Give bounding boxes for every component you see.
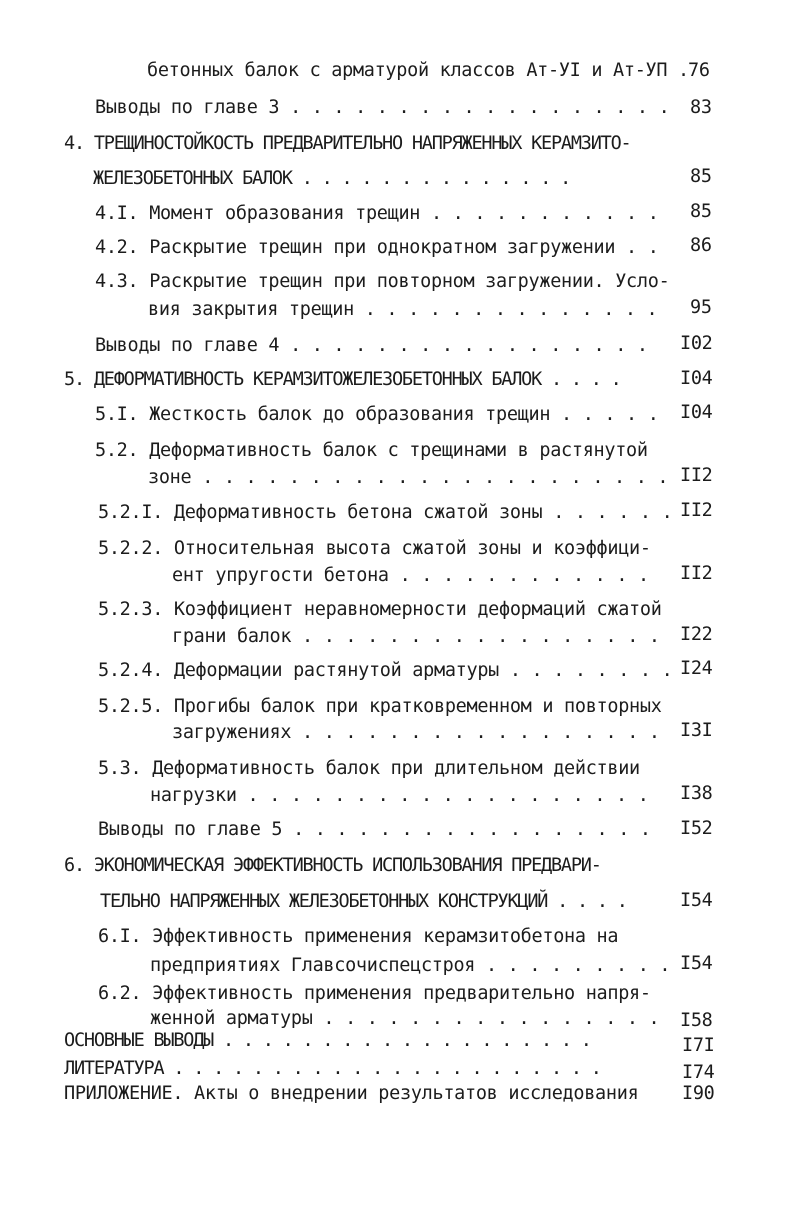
toc-page-number: I74 (682, 1062, 715, 1083)
toc-line: ОСНОВНЫЕ ВЫВОДЫ . . . . . . . . . . . . . . . . . . . (64, 1030, 591, 1051)
toc-line: 4.3. Раскрытие трещин при повторном загружении. Усло- (95, 271, 670, 292)
toc-line: зоне . . . . . . . . . . . . . . . . . . . . . . (148, 467, 669, 488)
toc-page-number: I54 (680, 890, 713, 911)
toc-line: ПРИЛОЖЕНИЕ. Акты о внедрении результатов исследования (64, 1083, 639, 1104)
toc-page-number: I24 (680, 658, 713, 679)
toc-line: женной арматуры . . . . . . . . . . . . . . . . (150, 1008, 660, 1029)
toc-line: 5.2.4. Деформации растянутой арматуры . . . . . . . . (98, 660, 673, 681)
toc-page-number: I58 (680, 1010, 713, 1031)
toc-chapter-heading: 6. ЭКОНОМИЧЕСКАЯ ЭФФЕКТИВНОСТЬ ИСПОЛЬЗОВАНИЯ ПРЕДВАРИ- (64, 855, 601, 876)
toc-page-number: I02 (680, 333, 713, 354)
toc-page-number: 86 (690, 235, 712, 256)
toc-line: 5.2. Деформативность балок с трещинами в растянутой (95, 440, 648, 461)
toc-page-number: I3I (680, 720, 713, 741)
toc-page-number: 85 (690, 166, 712, 187)
toc-line: 5.2.3. Коэффициент неравномерности деформаций сжатой (98, 599, 662, 620)
toc-line: 5.2.I. Деформативность бетона сжатой зоны . . . . . . (98, 502, 673, 523)
toc-line: ент упругости бетона . . . . . . . . . . . . (172, 565, 649, 586)
toc-page-number: 95 (690, 297, 712, 318)
toc-line: Выводы по главе 5 . . . . . . . . . . . . . . . . . (98, 819, 651, 840)
toc-line: 4.I. Момент образования трещин . . . . . . . . . . . (95, 203, 659, 224)
toc-line: 5.2.2. Относительная высота сжатой зоны и коэффици- (98, 538, 651, 559)
toc-line: 5.2.5. Прогибы балок при кратковременном и повторных (98, 696, 662, 717)
toc-page-number: I90 (682, 1083, 715, 1104)
toc-page-number: 83 (690, 97, 712, 118)
toc-line: ЛИТЕРАТУРА . . . . . . . . . . . . . . . . . . . . . . (64, 1058, 601, 1079)
toc-page-number: I04 (680, 368, 713, 389)
toc-line: предприятиях Главсочиспецстроя . . . . . . . . . (150, 955, 671, 976)
toc-line: грани балок . . . . . . . . . . . . . . . . . (172, 626, 660, 647)
toc-line: 6.2. Эффективность применения предварительно напря- (98, 983, 651, 1004)
toc-line: вия закрытия трещин . . . . . . . . . . . . . . (148, 299, 658, 320)
toc-page-number: 85 (690, 201, 712, 222)
toc-line: 5.3. Деформативность балок при длительном действии (98, 758, 640, 779)
toc-line: ЖЕЛЕЗОБЕТОННЫХ БАЛОК . . . . . . . . . . . . . . (93, 168, 571, 189)
toc-line: ТЕЛЬНО НАПРЯЖЕННЫХ ЖЕЛЕЗОБЕТОННЫХ КОНСТРУКЦИЙ . . . . (100, 891, 627, 912)
toc-page-number: I54 (680, 953, 713, 974)
toc-chapter-heading: 5. ДЕФОРМАТИВНОСТЬ КЕРАМЗИТОЖЕЛЕЗОБЕТОННЫХ БАЛОК . . . . (64, 369, 621, 390)
toc-line: 5.I. Жесткость балок до образования трещин . . . . . (95, 404, 659, 425)
toc-page-number: I04 (680, 402, 713, 423)
toc-line: нагрузки . . . . . . . . . . . . . . . . . . . (150, 785, 649, 806)
toc-page-number: II2 (680, 465, 713, 486)
toc-line: Выводы по главе 3 . . . . . . . . . . . . . . . . . . (95, 97, 670, 118)
toc-page-number: I38 (680, 783, 713, 804)
toc-page-number: 76 (688, 60, 710, 81)
toc-chapter-heading: 4. ТРЕЩИНОСТОЙКОСТЬ ПРЕДВАРИТЕЛЬНО НАПРЯЖЕННЫХ КЕРАМЗИТО- (64, 133, 631, 154)
toc-line: бетонных балок с арматурой классов Ат-УI и Ат-УП . (147, 60, 689, 81)
toc-page-number: I52 (680, 818, 713, 839)
toc-page-number: II2 (680, 500, 713, 521)
toc-line: 6.I. Эффективность применения керамзитобетона на (98, 926, 619, 947)
toc-line: Выводы по главе 4 . . . . . . . . . . . . . . . . . (95, 335, 648, 356)
toc-page-number: II2 (680, 563, 713, 584)
toc-page-number: I22 (680, 624, 713, 645)
toc-page-number: I7I (682, 1035, 715, 1056)
toc-line: загружениях . . . . . . . . . . . . . . . . . (172, 722, 660, 743)
toc-line: 4.2. Раскрытие трещин при однократном загружении . . (95, 237, 659, 258)
